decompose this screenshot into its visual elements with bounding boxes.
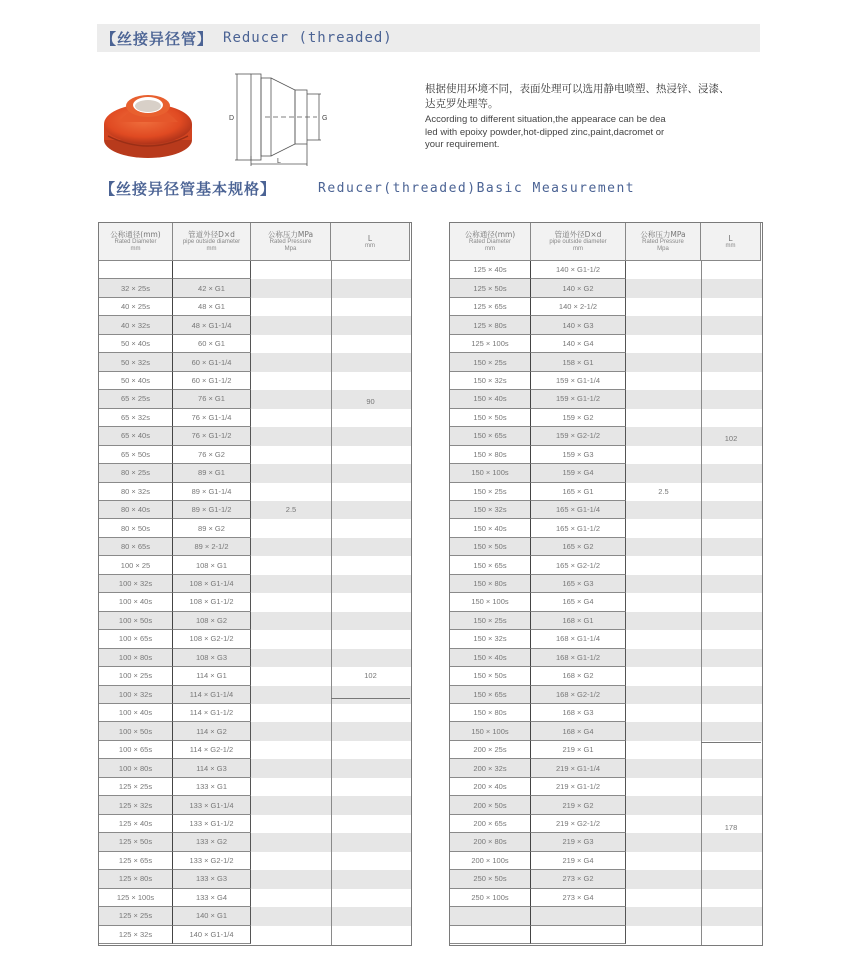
pipe-outside-diameter-cell: 89 × G2 xyxy=(173,519,251,537)
rated-diameter-cell: 150 × 80s xyxy=(450,704,531,722)
column-header xyxy=(531,223,626,261)
pipe-outside-diameter-cell xyxy=(531,926,626,944)
rated-diameter-cell: 150 × 50s xyxy=(450,538,531,556)
rated-diameter-cell: 50 × 40s xyxy=(99,372,173,390)
column-header-zh: L xyxy=(728,233,733,243)
reducer-technical-drawing-icon xyxy=(225,70,355,166)
pipe-outside-diameter-cell: 108 × G2-1/2 xyxy=(173,630,251,648)
column-header-en1: mm xyxy=(725,242,736,249)
rated-diameter-cell: 125 × 65s xyxy=(450,298,531,316)
column-divider xyxy=(701,261,702,945)
column-header xyxy=(173,223,251,261)
column-header-zh: 公称通径(mm) xyxy=(110,230,161,239)
red-reducer-fitting-photo-icon xyxy=(102,82,194,162)
pipe-outside-diameter-cell: 133 × G1-1/2 xyxy=(173,815,251,833)
section-title-zh: 【丝接异径管基本规格】 xyxy=(100,180,277,198)
pipe-outside-diameter-cell: 165 × G1-1/4 xyxy=(531,501,626,519)
rated-diameter-cell: 125 × 40s xyxy=(450,261,531,279)
pipe-outside-diameter-cell: 219 × G1-1/2 xyxy=(531,778,626,796)
rated-diameter-cell: 125 × 80s xyxy=(99,870,173,888)
rated-diameter-cell: 125 × 25s xyxy=(99,907,173,925)
rated-diameter-cell xyxy=(99,261,173,279)
pipe-outside-diameter-cell: 159 × G2-1/2 xyxy=(531,427,626,445)
section-title xyxy=(100,178,635,199)
rated-diameter-cell: 80 × 50s xyxy=(99,519,173,537)
pipe-outside-diameter-cell: 76 × G1-1/4 xyxy=(173,409,251,427)
rated-diameter-cell: 150 × 65s xyxy=(450,427,531,445)
rated-diameter-cell: 100 × 40s xyxy=(99,704,173,722)
rated-diameter-cell xyxy=(450,926,531,944)
pipe-outside-diameter-cell: 168 × G1-1/2 xyxy=(531,649,626,667)
drawing-label-l: L xyxy=(277,158,281,165)
pipe-outside-diameter-cell: 114 × G1 xyxy=(173,667,251,685)
pipe-outside-diameter-cell: 165 × G2-1/2 xyxy=(531,556,626,574)
rated-diameter-cell: 100 × 32s xyxy=(99,686,173,704)
pipe-outside-diameter-cell: 108 × G1-1/2 xyxy=(173,593,251,611)
pipe-outside-diameter-cell: 89 × G1 xyxy=(173,464,251,482)
column-header-zh: L xyxy=(367,233,373,243)
pipe-outside-diameter-cell: 219 × G1-1/4 xyxy=(531,759,626,777)
rated-diameter-cell: 125 × 65s xyxy=(99,852,173,870)
pipe-outside-diameter-cell: 114 × G2 xyxy=(173,722,251,740)
rated-diameter-cell: 50 × 40s xyxy=(99,335,173,353)
rated-diameter-cell: 50 × 32s xyxy=(99,353,173,371)
rated-pressure-value: 2.5 xyxy=(658,486,669,496)
section-title-en: Reducer(threaded)Basic Measurement xyxy=(318,181,636,196)
pipe-outside-diameter-cell: 140 × G1-1/2 xyxy=(531,261,626,279)
pipe-outside-diameter-cell: 89 × G1-1/2 xyxy=(173,501,251,519)
column-header-zh: 管道外径D×d xyxy=(554,230,602,239)
rated-diameter-cell: 65 × 50s xyxy=(99,446,173,464)
rated-diameter-cell: 250 × 50s xyxy=(450,870,531,888)
pipe-outside-diameter-cell: 140 × G3 xyxy=(531,316,626,334)
pipe-outside-diameter-cell: 114 × G1-1/2 xyxy=(173,704,251,722)
column-header-en1: Rated Diameter xyxy=(114,239,157,245)
pipe-outside-diameter-cell: 133 × G1 xyxy=(173,778,251,796)
rated-diameter-cell: 200 × 80s xyxy=(450,833,531,851)
pipe-outside-diameter-cell: 168 × G3 xyxy=(531,704,626,722)
pipe-outside-diameter-cell: 133 × G1-1/4 xyxy=(173,796,251,814)
pipe-outside-diameter-cell: 140 × G4 xyxy=(531,335,626,353)
rated-diameter-cell: 65 × 32s xyxy=(99,409,173,427)
pipe-outside-diameter-cell: 165 × G1-1/2 xyxy=(531,519,626,537)
drawing-label-g: G xyxy=(322,115,328,122)
pipe-outside-diameter-cell: 140 × G1-1/4 xyxy=(173,926,251,944)
rated-diameter-cell: 150 × 25s xyxy=(450,483,531,501)
column-header-en1: Rated Pressure xyxy=(642,239,684,245)
length-value: 102 xyxy=(724,433,738,443)
pipe-outside-diameter-cell: 89 × 2-1/2 xyxy=(173,538,251,556)
column-header-en2: mm xyxy=(206,246,217,252)
column-header-en1: mm xyxy=(365,242,375,249)
spec-table-left xyxy=(98,222,412,946)
rated-diameter-cell: 80 × 25s xyxy=(99,464,173,482)
rated-diameter-cell: 65 × 25s xyxy=(99,390,173,408)
rated-diameter-cell: 150 × 50s xyxy=(450,409,531,427)
length-divider xyxy=(701,742,761,743)
rated-diameter-cell: 150 × 40s xyxy=(450,649,531,667)
desc-en-line2: led with epoixy powder,hot-dipped zinc,paint,dacromet or xyxy=(425,126,665,138)
column-header xyxy=(251,223,331,261)
pipe-outside-diameter-cell: 114 × G1-1/4 xyxy=(173,686,251,704)
rated-diameter-cell: 150 × 25s xyxy=(450,353,531,371)
pipe-outside-diameter-cell xyxy=(173,261,251,279)
rated-diameter-cell: 80 × 32s xyxy=(99,483,173,501)
rated-diameter-cell: 150 × 50s xyxy=(450,667,531,685)
rated-diameter-cell: 100 × 65s xyxy=(99,741,173,759)
pipe-outside-diameter-cell: 48 × G1 xyxy=(173,298,251,316)
rated-diameter-cell: 150 × 32s xyxy=(450,630,531,648)
rated-diameter-cell: 150 × 100s xyxy=(450,722,531,740)
pipe-outside-diameter-cell: 219 × G1 xyxy=(531,741,626,759)
pipe-outside-diameter-cell: 159 × G4 xyxy=(531,464,626,482)
rated-diameter-cell: 80 × 65s xyxy=(99,538,173,556)
rated-diameter-cell: 65 × 40s xyxy=(99,427,173,445)
rated-diameter-cell: 100 × 50s xyxy=(99,722,173,740)
rated-diameter-cell: 200 × 65s xyxy=(450,815,531,833)
pipe-outside-diameter-cell: 76 × G2 xyxy=(173,446,251,464)
rated-diameter-cell: 200 × 32s xyxy=(450,759,531,777)
column-header-en2: Mpa xyxy=(657,246,669,252)
length-value: 90 xyxy=(366,396,375,406)
column-header-en1: Rated Pressure xyxy=(269,239,312,245)
column-header xyxy=(701,223,761,261)
column-header xyxy=(450,223,531,261)
pipe-outside-diameter-cell: 89 × G1-1/4 xyxy=(173,483,251,501)
drawing-label-d: D xyxy=(229,115,235,122)
length-value: 178 xyxy=(724,822,738,832)
rated-diameter-cell: 150 × 100s xyxy=(450,593,531,611)
desc-en-line1: According to different situation,the appearace can be dea xyxy=(425,114,666,125)
rated-diameter-cell: 100 × 80s xyxy=(99,649,173,667)
title-en: Reducer (threaded) xyxy=(223,30,393,46)
column-header-en2: mm xyxy=(485,246,495,252)
rated-diameter-cell: 32 × 25s xyxy=(99,279,173,297)
rated-diameter-cell: 100 × 40s xyxy=(99,593,173,611)
rated-diameter-cell: 100 × 50s xyxy=(99,612,173,630)
pipe-outside-diameter-cell: 168 × G1-1/4 xyxy=(531,630,626,648)
pipe-outside-diameter-cell: 140 × G1 xyxy=(173,907,251,925)
pipe-outside-diameter-cell: 219 × G2-1/2 xyxy=(531,815,626,833)
column-header-en1: Rated Diameter xyxy=(468,239,512,245)
pipe-outside-diameter-cell: 159 × G2 xyxy=(531,409,626,427)
rated-diameter-cell xyxy=(450,907,531,925)
rated-diameter-cell: 150 × 80s xyxy=(450,575,531,593)
pipe-outside-diameter-cell: 76 × G1 xyxy=(173,390,251,408)
rated-diameter-cell: 150 × 40s xyxy=(450,519,531,537)
pipe-outside-diameter-cell: 165 × G2 xyxy=(531,538,626,556)
pipe-outside-diameter-cell: 42 × G1 xyxy=(173,279,251,297)
pipe-outside-diameter-cell: 219 × G2 xyxy=(531,796,626,814)
rated-diameter-cell: 100 × 65s xyxy=(99,630,173,648)
pipe-outside-diameter-cell: 108 × G3 xyxy=(173,649,251,667)
pipe-outside-diameter-cell: 219 × G3 xyxy=(531,833,626,851)
rated-diameter-cell: 150 × 80s xyxy=(450,446,531,464)
pipe-outside-diameter-cell: 165 × G3 xyxy=(531,575,626,593)
pipe-outside-diameter-cell: 273 × G4 xyxy=(531,889,626,907)
surface-treatment-description xyxy=(425,82,775,152)
pipe-outside-diameter-cell: 219 × G4 xyxy=(531,852,626,870)
column-header-en2: mm xyxy=(573,246,583,252)
rated-diameter-cell: 200 × 50s xyxy=(450,796,531,814)
rated-diameter-cell: 150 × 65s xyxy=(450,686,531,704)
rated-diameter-cell: 150 × 32s xyxy=(450,501,531,519)
column-header-zh: 公称压力MPa xyxy=(267,230,314,239)
rated-diameter-cell: 100 × 25 xyxy=(99,556,173,574)
title-bar xyxy=(97,24,760,52)
rated-diameter-cell: 100 × 25s xyxy=(99,667,173,685)
column-header-zh: 公称压力MPa xyxy=(640,230,686,239)
column-divider xyxy=(331,261,332,945)
pipe-outside-diameter-cell: 168 × G2 xyxy=(531,667,626,685)
rated-diameter-cell: 125 × 100s xyxy=(99,889,173,907)
rated-diameter-cell: 125 × 50s xyxy=(99,833,173,851)
pipe-outside-diameter-cell: 140 × G2 xyxy=(531,279,626,297)
desc-zh-line2: 达克罗处理等。 xyxy=(425,98,499,110)
desc-zh-line1: 根据使用环境不同，表面处理可以选用静电喷塑、热浸锌、浸漆、 xyxy=(425,83,730,95)
column-header-en1: pipe outside diameter xyxy=(182,239,241,245)
desc-en xyxy=(425,114,775,152)
pipe-outside-diameter-cell: 168 × G2-1/2 xyxy=(531,686,626,704)
desc-en-line3: your requirement. xyxy=(425,139,500,150)
pipe-outside-diameter-cell: 108 × G1-1/4 xyxy=(173,575,251,593)
pipe-outside-diameter-cell: 159 × G3 xyxy=(531,446,626,464)
rated-diameter-cell: 80 × 40s xyxy=(99,501,173,519)
pipe-outside-diameter-cell: 168 × G4 xyxy=(531,722,626,740)
column-header-en2: Mpa xyxy=(284,246,297,252)
rated-diameter-cell: 100 × 80s xyxy=(99,759,173,777)
rated-pressure-value: 2.5 xyxy=(285,504,297,514)
rated-diameter-cell: 125 × 50s xyxy=(450,279,531,297)
pipe-outside-diameter-cell: 48 × G1-1/4 xyxy=(173,316,251,334)
rated-diameter-cell: 200 × 100s xyxy=(450,852,531,870)
rated-diameter-cell: 150 × 65s xyxy=(450,556,531,574)
length-value: 102 xyxy=(364,670,377,680)
rated-diameter-cell: 125 × 40s xyxy=(99,815,173,833)
pipe-outside-diameter-cell: 158 × G1 xyxy=(531,353,626,371)
pipe-outside-diameter-cell: 114 × G3 xyxy=(173,759,251,777)
rated-diameter-cell: 125 × 25s xyxy=(99,778,173,796)
pipe-outside-diameter-cell: 60 × G1 xyxy=(173,335,251,353)
pipe-outside-diameter-cell: 60 × G1-1/2 xyxy=(173,372,251,390)
column-header xyxy=(626,223,701,261)
rated-diameter-cell: 150 × 100s xyxy=(450,464,531,482)
title-zh: 【丝接异径管】 xyxy=(101,29,214,48)
pipe-outside-diameter-cell: 108 × G1 xyxy=(173,556,251,574)
pipe-outside-diameter-cell: 60 × G1-1/4 xyxy=(173,353,251,371)
length-divider xyxy=(331,698,410,699)
column-header xyxy=(99,223,173,261)
pipe-outside-diameter-cell: 108 × G2 xyxy=(173,612,251,630)
spec-table-right xyxy=(449,222,763,946)
rated-diameter-cell: 150 × 32s xyxy=(450,372,531,390)
pipe-outside-diameter-cell: 76 × G1-1/2 xyxy=(173,427,251,445)
pipe-outside-diameter-cell: 114 × G2-1/2 xyxy=(173,741,251,759)
rated-diameter-cell: 150 × 40s xyxy=(450,390,531,408)
column-header-zh: 公称通径(mm) xyxy=(464,230,516,239)
rated-diameter-cell: 125 × 32s xyxy=(99,796,173,814)
column-header-zh: 管道外径D×d xyxy=(188,230,235,239)
pipe-outside-diameter-cell: 168 × G1 xyxy=(531,612,626,630)
rated-diameter-cell: 125 × 32s xyxy=(99,926,173,944)
rated-diameter-cell: 200 × 25s xyxy=(450,741,531,759)
rated-diameter-cell: 150 × 25s xyxy=(450,612,531,630)
rated-diameter-cell: 40 × 32s xyxy=(99,316,173,334)
column-header xyxy=(331,223,410,261)
column-header-en2: mm xyxy=(130,246,141,252)
pipe-outside-diameter-cell: 165 × G4 xyxy=(531,593,626,611)
pipe-outside-diameter-cell: 159 × G1-1/4 xyxy=(531,372,626,390)
pipe-outside-diameter-cell: 133 × G2-1/2 xyxy=(173,852,251,870)
rated-diameter-cell: 125 × 100s xyxy=(450,335,531,353)
pipe-outside-diameter-cell: 133 × G3 xyxy=(173,870,251,888)
pipe-outside-diameter-cell: 140 × 2-1/2 xyxy=(531,298,626,316)
pipe-outside-diameter-cell: 165 × G1 xyxy=(531,483,626,501)
pipe-outside-diameter-cell xyxy=(531,907,626,925)
rated-diameter-cell: 40 × 25s xyxy=(99,298,173,316)
pipe-outside-diameter-cell: 273 × G2 xyxy=(531,870,626,888)
pipe-outside-diameter-cell: 133 × G2 xyxy=(173,833,251,851)
rated-diameter-cell: 250 × 100s xyxy=(450,889,531,907)
pipe-outside-diameter-cell: 133 × G4 xyxy=(173,889,251,907)
pipe-outside-diameter-cell: 159 × G1-1/2 xyxy=(531,390,626,408)
rated-diameter-cell: 125 × 80s xyxy=(450,316,531,334)
rated-diameter-cell: 100 × 32s xyxy=(99,575,173,593)
column-header-en1: pipe outside diameter xyxy=(549,239,607,245)
rated-diameter-cell: 200 × 40s xyxy=(450,778,531,796)
